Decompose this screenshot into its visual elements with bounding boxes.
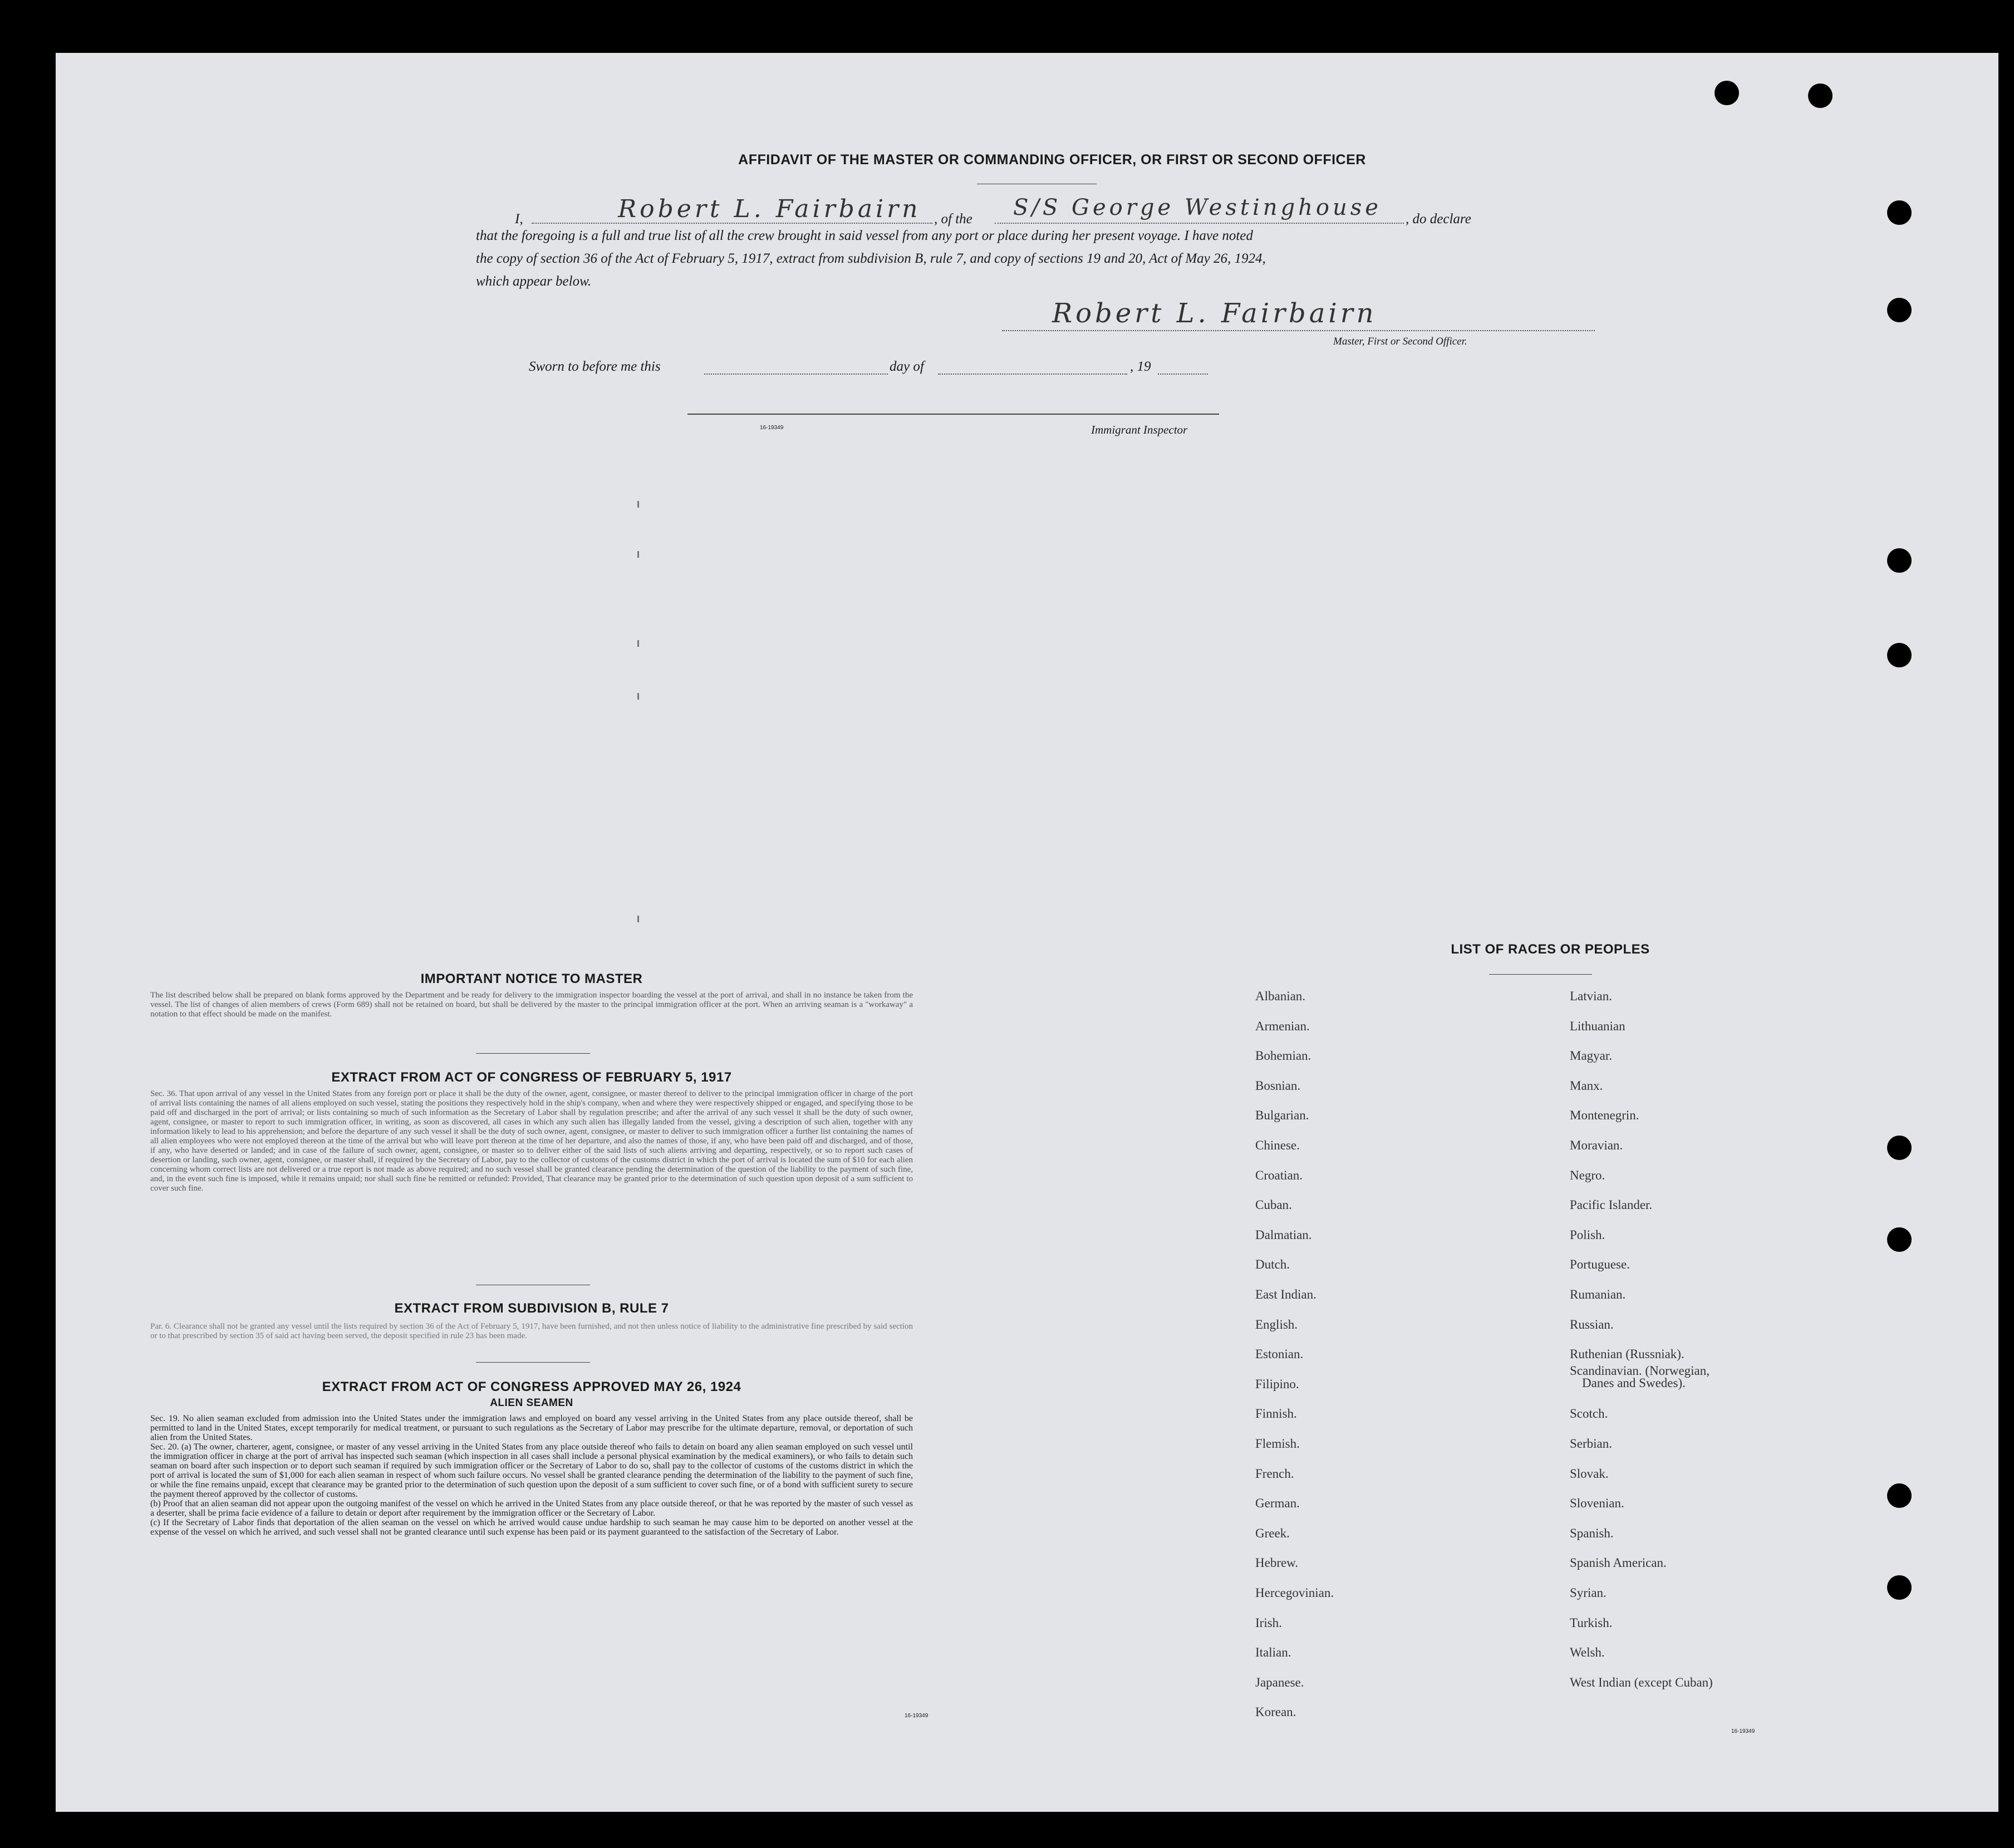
extract-1917-text: Sec. 36. That upon arrival of any vessel in the United States from any foreign port or place it shall be the duty of the owner, agent, consignee, or master thereof to deliver to the principal immigration officer in charge of the port of arrival lists containing the names of all aliens employed on such vessel, stating the positions they respectively hold in the ship's company, when and where they were respectively shipped or engaged, and specifying those to be paid off and discharged in the port of arrival; or lists containing so much of such information as the Secretary of Labor shall by regulation prescribe; and after the arrival of any such vessel it shall be the duty of such owner, agent, consignee, or master to report to such immigration officer, in writing, as soon as discovered, all cases in which any such alien has illegally landed from the vessel, giving a description of such alien, together with any information likely to lead to his apprehension; and before the departure of any such vessel it shall be the duty of such owner, agent, consignee, or master to deliver to such immigration officer a further list containing the names of all alien employees who were not employed thereon at the time of the arrival but who will leave port thereon at the time of her departure, and also the names of those, if any, who have been paid off and discharged, and of those, if any, who have deserted or landed; and in case of the failure of such owner, agent, consignee, or master so to deliver either of the said lists of such aliens arriving and departing, respectively, or so to report such cases of desertion or landing, such owner, agent, consignee, or master shall, if required by the Secretary of Labor, pay to the collector of customs of the customs district in which the port of arrival is located the sum of $10 for each alien concerning whom correct lists are not delivered or a true report is not made as above required; and no such vessel shall be granted clearance pending the determination of the question of the liability to the payment of such fine, and, in the event such fine is imposed, while it remains unpaid; nor shall such fine be remitted or refunded: Provided, That clearance may be granted prior to the determination of such question upon deposit of a sum sufficient to cover such fine. [150,1089,913,1193]
inspector-signature-line [687,414,1219,415]
race-item: Polish. [1570,1227,1605,1242]
extract-1917-title: EXTRACT FROM ACT OF CONGRESS OF FEBRUARY 5, 1917 [331,1070,732,1085]
form-number: 16-19349 [905,1713,929,1719]
race-item: German. [1255,1496,1300,1511]
races-title: LIST OF RACES OR PEOPLES [1451,942,1650,957]
sec-20a-text: Sec. 20. (a) The owner, charterer, agent, consignee, or master of any vessel arriving in the United States from any place outside thereof who fails to detain on board any alien seaman employed on such vessel until the immigration officer in charge at the port of arrival has inspected such seaman (which inspection in all cases shall include a personal physical examination by the medical examiners), or who fails to detain such seaman on board after such inspection or to deport such seaman if required by such immigration officer or the Secretary of Labor to do so, shall pay to the collector of customs of the customs district in which the port of arrival is located the sum of $1,000 for each alien seaman in respect of whom such failure occurs. No vessel shall be granted clearance pending the determination of the liability to the payment of such fine, or while the fine remains unpaid, except that clearance may be granted prior to the determination of such question upon the deposit of a sum sufficient to cover such fine, or of a bond with sufficient surety to secure the payment thereof approved by the collector of customs. [150,1442,913,1499]
declarant-name: Robert L. Fairbairn [618,195,921,223]
year-prefix: , 19 [1130,359,1151,374]
race-item: East Indian. [1255,1287,1317,1301]
affidavit-body-line: that the foregoing is a full and true list of all the crew brought in said vessel from any port or place during her present voyage. I have noted [476,228,1253,243]
race-item: Estonian. [1255,1347,1304,1362]
race-item: Hebrew. [1255,1556,1299,1570]
extract-rule7-text: Par. 6. Clearance shall not be granted any vessel until the lists required by section 36 of the Act of February 5, 1917, have been furnished, and not then unless notice of liability to the administrative fine prescribed by said section or to that prescribed by section 35 of said act having been served, the deposit specified in rule 23 has been made. [150,1322,913,1340]
affidavit-body-line: which appear below. [476,274,592,289]
sworn-day-field [704,373,888,375]
race-item: Magyar. [1570,1049,1613,1063]
race-item: Portuguese. [1570,1257,1630,1272]
race-item: Albanian. [1255,989,1306,1003]
form-number: 16-19349 [760,425,784,431]
race-item: Croatian. [1255,1168,1303,1182]
race-item: Syrian. [1570,1586,1607,1600]
affidavit-body-line: the copy of section 36 of the Act of February 5, 1917, extract from subdivision B, rule 7, and copy of sections 19 and 20, Act of May 26, 1924, [476,251,1266,266]
punch-hole [1887,200,1912,225]
race-item: Flemish. [1255,1437,1300,1451]
race-item: Italian. [1255,1645,1291,1660]
race-item: French. [1255,1466,1294,1481]
section-rule [476,1362,590,1363]
punch-hole [1887,548,1912,573]
fold-mark [637,916,639,922]
race-item: Latvian. [1570,989,1612,1003]
race-item: Finnish. [1255,1407,1297,1421]
race-item: Danes and Swedes). [1582,1375,1686,1390]
race-item: Greek. [1255,1526,1290,1540]
extract-rule7-title: EXTRACT FROM SUBDIVISION B, RULE 7 [394,1301,669,1316]
fold-mark [637,501,639,508]
race-item: Cuban. [1255,1198,1292,1212]
notice-title: IMPORTANT NOTICE TO MASTER [420,971,643,986]
race-item: Bosnian. [1255,1078,1301,1093]
notice-text: The list described below shall be prepared on blank forms approved by the Department and be ready for delivery to the immigration inspector boarding the vessel at the port of arrival, and shall in no instance be taken from the vessel. The list of changes of alien members of crews (Form 689) shall not be retained on board, but shall be delivered by the master to the principal immigration officer at the port. When an arriving seaman is a "workaway" a notation to that effect should be made on the manifest. [150,991,913,1019]
race-item: Russian. [1570,1317,1614,1331]
inspector-caption: Immigrant Inspector [1091,423,1188,436]
race-item: Armenian. [1255,1019,1310,1033]
punch-hole [1887,298,1912,322]
extract-1924-title: EXTRACT FROM ACT OF CONGRESS APPROVED MAY 26, 1924 [322,1379,741,1394]
race-item: Irish. [1255,1615,1282,1630]
race-item: Moravian. [1570,1138,1623,1152]
do-declare-label: , do declare [1406,212,1471,227]
of-the-label: , of the [934,212,972,227]
sec-19-text: Sec. 19. No alien seaman excluded from admission into the United States under the immigration laws and employed on board any vessel arriving in the United States from any place outside thereof, shall be permitted to land in the United States, except temporarily for medical treatment, or pursuant to such regulations as the Secretary of Labor may prescribe for the ultimate departure, removal, or deportation of such alien from the United States. [150,1414,913,1442]
fold-mark [637,551,639,558]
race-item: Bulgarian. [1255,1108,1309,1123]
form-number: 16-19349 [1731,1728,1755,1734]
signature-line [1002,330,1595,331]
punch-hole [1808,83,1833,108]
race-item: Japanese. [1255,1675,1304,1689]
sworn-line [529,359,1308,381]
race-item: Spanish. [1570,1526,1614,1540]
extract-1924-text [150,1414,913,1537]
race-item: Chinese. [1255,1138,1300,1152]
race-item: Pacific Islander. [1570,1198,1653,1212]
race-item: Welsh. [1570,1645,1605,1660]
race-item: Turkish. [1570,1615,1613,1630]
day-of-label: day of [890,359,924,374]
race-item: Dalmatian. [1255,1227,1312,1242]
race-item: Korean. [1255,1705,1296,1719]
section-rule [1489,974,1592,975]
punch-hole [1715,81,1739,105]
fold-mark [637,693,639,700]
declaration-line [515,195,1589,228]
document-page [56,53,1998,1812]
sworn-prefix: Sworn to before me this [529,359,661,374]
declarant-prefix: I, [515,212,523,227]
race-item: Ruthenian (Russniak). [1570,1347,1684,1362]
race-item: Dutch. [1255,1257,1290,1272]
race-item: Serbian. [1570,1437,1613,1451]
race-item: English. [1255,1317,1298,1331]
race-item: Scandinavian. (Norwegian, [1570,1363,1710,1378]
punch-hole [1887,1575,1912,1600]
race-item: Rumanian. [1570,1287,1626,1301]
race-item: Bohemian. [1255,1049,1311,1063]
race-item: Montenegrin. [1570,1108,1639,1123]
alien-seamen-subtitle: ALIEN SEAMEN [490,1397,573,1409]
race-item: Scotch. [1570,1407,1608,1421]
race-item: Lithuanian [1570,1019,1625,1033]
punch-hole [1887,643,1912,667]
section-rule [476,1053,590,1054]
race-item: Hercegovinian. [1255,1586,1334,1600]
sworn-month-field [938,373,1127,375]
punch-hole [1887,1136,1912,1160]
race-item: Negro. [1570,1168,1605,1182]
sworn-year-field [1158,373,1208,375]
sec-20c-text: (c) If the Secretary of Labor finds that deportation of the alien seaman on the vessel on which he arrived would cause undue hardship to such seaman he may cause him to be deported on another vessel at the expense of the vessel on which he arrived, and such vessel shall not be granted clearance until such expense has been paid or its payment guaranteed to the satisfaction of the Secretary of Labor. [150,1518,913,1537]
affidavit-body [476,224,1595,293]
fold-mark [637,640,639,647]
race-item: West Indian (except Cuban) [1570,1675,1713,1689]
punch-hole [1887,1483,1912,1508]
race-item: Slovenian. [1570,1496,1624,1511]
race-item: Manx. [1570,1078,1603,1093]
race-item: Spanish American. [1570,1556,1667,1570]
race-item: Slovak. [1570,1466,1609,1481]
signature-caption: Master, First or Second Officer. [1333,336,1467,347]
master-signature: Robert L. Fairbairn [1052,298,1377,329]
vessel-name: S/S George Westinghouse [1013,195,1382,220]
affidavit-title: AFFIDAVIT OF THE MASTER OR COMMANDING OFFICER, OR FIRST OR SECOND OFFICER [738,152,1366,168]
punch-hole [1887,1227,1912,1252]
race-item: Filipino. [1255,1377,1299,1391]
sec-20b-text: (b) Proof that an alien seaman did not appear upon the outgoing manifest of the vessel on which he arrived in the United States from any place outside thereof, or that he was reported by the master of such vessel as a deserter, shall be prima facie evidence of a failure to detain or deport after requirement by the immigration officer or the Secretary of Labor. [150,1499,913,1518]
